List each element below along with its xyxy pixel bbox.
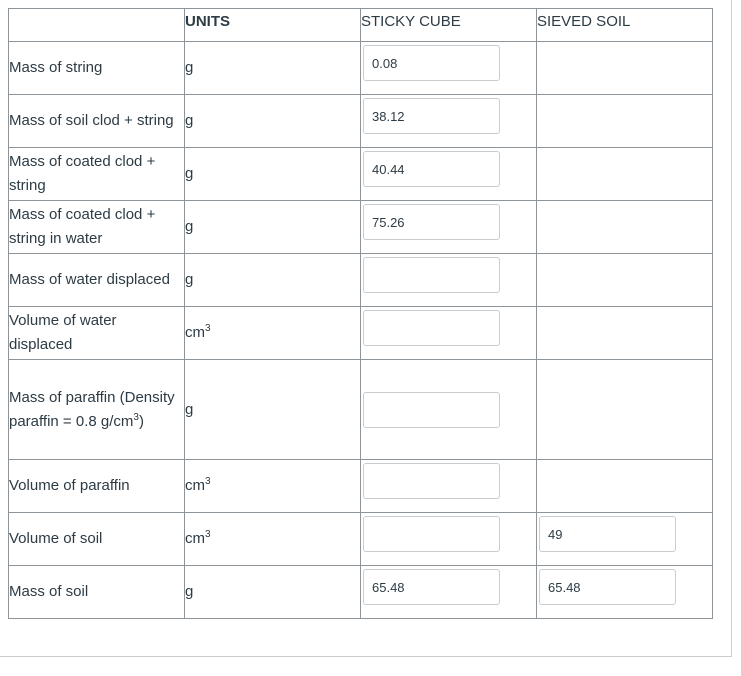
row-label: Mass of coated clod + string xyxy=(9,148,185,201)
sieved-soil-input[interactable] xyxy=(539,569,676,605)
sticky-cube-input[interactable] xyxy=(363,516,500,552)
row-unit xyxy=(185,360,361,460)
sticky-cube-cell xyxy=(361,460,537,513)
row-label: Mass of coated clod + string in water xyxy=(9,201,185,254)
table-row xyxy=(9,566,713,619)
unit-base: cm xyxy=(185,324,205,341)
row-unit xyxy=(185,566,361,619)
table-row xyxy=(9,360,713,460)
unit-base: g xyxy=(185,271,194,288)
sticky-cube-cell xyxy=(361,201,537,254)
sieved-soil-cell xyxy=(537,360,713,460)
unit-base: cm xyxy=(185,530,205,547)
row-label: Volume of paraffin xyxy=(9,460,185,513)
sticky-cube-input[interactable] xyxy=(363,45,500,81)
header-blank xyxy=(9,9,185,42)
row-label xyxy=(9,360,185,460)
sticky-cube-input[interactable] xyxy=(363,204,500,240)
row-unit xyxy=(185,307,361,360)
table-row xyxy=(9,513,713,566)
sticky-cube-input[interactable] xyxy=(363,569,500,605)
sticky-cube-cell xyxy=(361,254,537,307)
sticky-cube-cell xyxy=(361,513,537,566)
sticky-cube-cell xyxy=(361,148,537,201)
row-label: Mass of water displaced xyxy=(9,254,185,307)
unit-base: g xyxy=(185,400,194,418)
sieved-soil-cell xyxy=(537,254,713,307)
unit-base: g xyxy=(185,218,194,235)
row-unit xyxy=(185,95,361,148)
sticky-cube-cell xyxy=(361,95,537,148)
unit-exponent: 3 xyxy=(205,529,211,540)
sieved-soil-cell xyxy=(537,148,713,201)
sticky-cube-cell xyxy=(361,42,537,95)
unit-base: cm xyxy=(185,477,205,494)
row-unit xyxy=(185,148,361,201)
sticky-cube-input[interactable] xyxy=(363,151,500,187)
table-row xyxy=(9,201,713,254)
sticky-cube-input[interactable] xyxy=(363,463,500,499)
sticky-cube-input[interactable] xyxy=(363,257,500,293)
table-row xyxy=(9,95,713,148)
header-units: UNITS xyxy=(185,9,361,42)
sieved-soil-cell xyxy=(537,460,713,513)
table-row xyxy=(9,148,713,201)
unit-exponent: 3 xyxy=(205,323,211,334)
row-unit xyxy=(185,201,361,254)
sieved-soil-cell xyxy=(537,513,713,566)
row-label-main: Mass of paraffin (Density paraffin = 0.8 g/cm xyxy=(9,388,175,430)
table-row xyxy=(9,307,713,360)
unit-base: g xyxy=(185,583,194,600)
row-unit xyxy=(185,513,361,566)
sieved-soil-cell xyxy=(537,201,713,254)
unit-base: g xyxy=(185,112,194,129)
sieved-soil-cell xyxy=(537,42,713,95)
unit-base: g xyxy=(185,165,194,182)
row-unit xyxy=(185,254,361,307)
row-unit xyxy=(185,460,361,513)
sticky-cube-cell xyxy=(361,307,537,360)
sticky-cube-input[interactable] xyxy=(363,310,500,346)
row-label: Mass of soil xyxy=(9,566,185,619)
row-label: Mass of soil clod + string xyxy=(9,95,185,148)
row-label-tail: ) xyxy=(138,412,144,430)
unit-exponent: 3 xyxy=(205,476,211,487)
row-unit xyxy=(185,42,361,95)
sieved-soil-input[interactable] xyxy=(539,516,676,552)
header-sticky-cube: STICKY CUBE xyxy=(361,9,537,42)
header-sieved-soil: SIEVED SOIL xyxy=(537,9,713,42)
label-exponent: 3 xyxy=(133,411,139,423)
sticky-cube-cell xyxy=(361,360,537,460)
unit-base: g xyxy=(185,59,194,76)
table-row xyxy=(9,460,713,513)
sticky-cube-input[interactable] xyxy=(363,392,500,428)
row-label: Volume of water displaced xyxy=(9,307,185,360)
row-label: Volume of soil xyxy=(9,513,185,566)
sieved-soil-cell xyxy=(537,307,713,360)
table-row xyxy=(9,42,713,95)
sticky-cube-cell xyxy=(361,566,537,619)
table-row xyxy=(9,254,713,307)
header-row xyxy=(9,9,713,42)
sieved-soil-cell xyxy=(537,95,713,148)
row-label: Mass of string xyxy=(9,42,185,95)
sticky-cube-input[interactable] xyxy=(363,98,500,134)
sieved-soil-cell xyxy=(537,566,713,619)
soil-density-table xyxy=(8,8,713,619)
